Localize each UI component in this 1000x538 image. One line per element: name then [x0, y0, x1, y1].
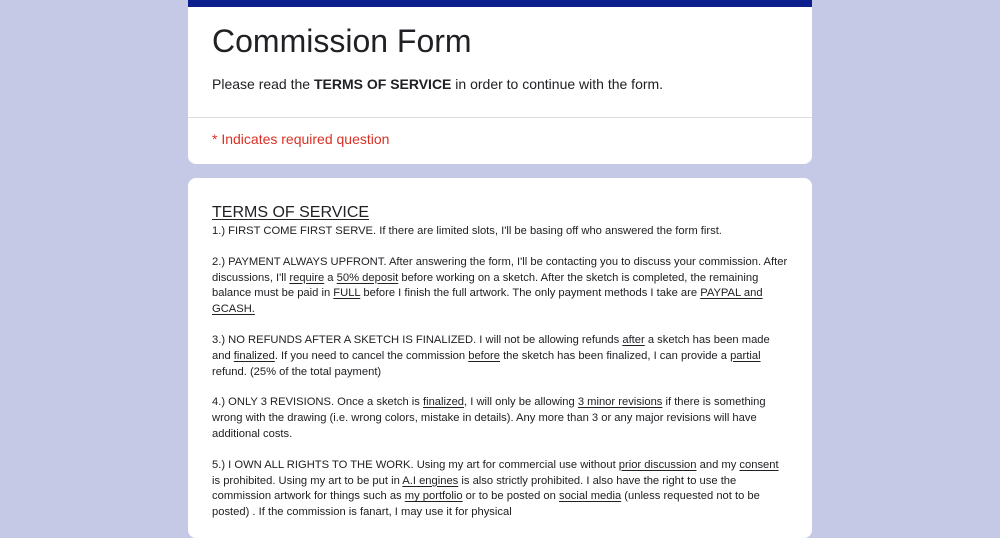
tos-title: TERMS OF SERVICE: [212, 204, 370, 221]
form-title: Commission Form: [212, 23, 472, 59]
tos-underlined-text: require: [289, 271, 325, 284]
tos-text: . If you need to cancel the commission: [274, 349, 469, 362]
tos-text: is also strictly prohibited. I also have the right to use the commission artwork for things such as: [212, 474, 737, 503]
tos-text: before working on a sketch. After the sketch is completed, the remaining balance must be paid in: [212, 271, 759, 300]
tos-list: [212, 224, 788, 521]
description-text-post: in order to continue with the form.: [451, 76, 664, 92]
header-divider: [188, 117, 812, 118]
accent-bar: [188, 0, 812, 7]
form-header-card: [188, 0, 812, 164]
tos-underlined-text: finalized: [233, 349, 275, 362]
tos-underlined-text: partial: [730, 349, 761, 362]
tos-underlined-text: before: [468, 349, 500, 362]
tos-text: the sketch has been finalized, I can provide a: [499, 349, 731, 362]
tos-text: or to be posted on: [462, 490, 559, 503]
tos-underlined-text: finalized: [422, 396, 465, 409]
tos-text: a sketch has been made and: [212, 333, 770, 362]
tos-underlined-text: prior discussion: [618, 458, 697, 471]
tos-text: , I will only be allowing: [464, 396, 578, 409]
tos-underlined-text: A.I engines: [402, 474, 459, 487]
description-bold-link: TERMS OF SERVICE: [313, 76, 452, 92]
tos-text: 3.) NO REFUNDS AFTER A SKETCH IS FINALIZED. I will not be allowing refunds: [212, 333, 623, 346]
terms-of-service-card: [188, 178, 812, 538]
tos-item: [212, 333, 788, 380]
tos-text: 5.) I OWN ALL RIGHTS TO THE WORK. Using my art for commercial use without: [212, 458, 619, 471]
tos-underlined-text: my portfolio: [404, 490, 463, 503]
tos-underlined-text: PAYPAL and GCASH.: [212, 287, 763, 316]
tos-text: 4.) ONLY 3 REVISIONS. Once a sketch is: [212, 396, 423, 409]
tos-text: 1.) FIRST COME FIRST SERVE. If there are limited slots, I'll be basing off who answered the form first.: [212, 225, 722, 237]
tos-underlined-text: 3 minor revisions: [577, 396, 663, 409]
description-text-pre: Please read the: [212, 76, 314, 92]
required-question-note: * Indicates required question: [212, 131, 390, 147]
tos-item: [212, 255, 788, 318]
tos-text: before I finish the full artwork. The only payment methods I take are: [360, 287, 701, 300]
tos-underlined-text: 50% deposit: [336, 271, 399, 284]
tos-underlined-text: social media: [558, 490, 622, 503]
tos-text: refund. (25% of the total payment): [212, 365, 382, 378]
tos-item: [212, 458, 788, 521]
tos-item: [212, 224, 788, 240]
tos-underlined-text: after: [622, 333, 645, 346]
tos-text: a: [324, 271, 337, 284]
tos-text: and my: [696, 458, 740, 471]
tos-item: [212, 395, 788, 442]
tos-text: (unless requested not to be posted) . If the commission is fanart, I may use it for physical: [212, 490, 760, 519]
tos-underlined-text: FULL: [333, 287, 361, 300]
form-description: [212, 74, 663, 94]
tos-text: if there is something wrong with the drawing (i.e. wrong colors, mistake in details). Any more than 3 or any major revisions will have additional costs.: [212, 396, 766, 440]
tos-text: is prohibited. Using my art to be put in: [212, 474, 403, 487]
tos-underlined-text: consent: [739, 458, 779, 471]
tos-text: 2.) PAYMENT ALWAYS UPFRONT. After answering the form, I'll be contacting you to discuss your commission. After discussions, I'll: [212, 255, 788, 284]
